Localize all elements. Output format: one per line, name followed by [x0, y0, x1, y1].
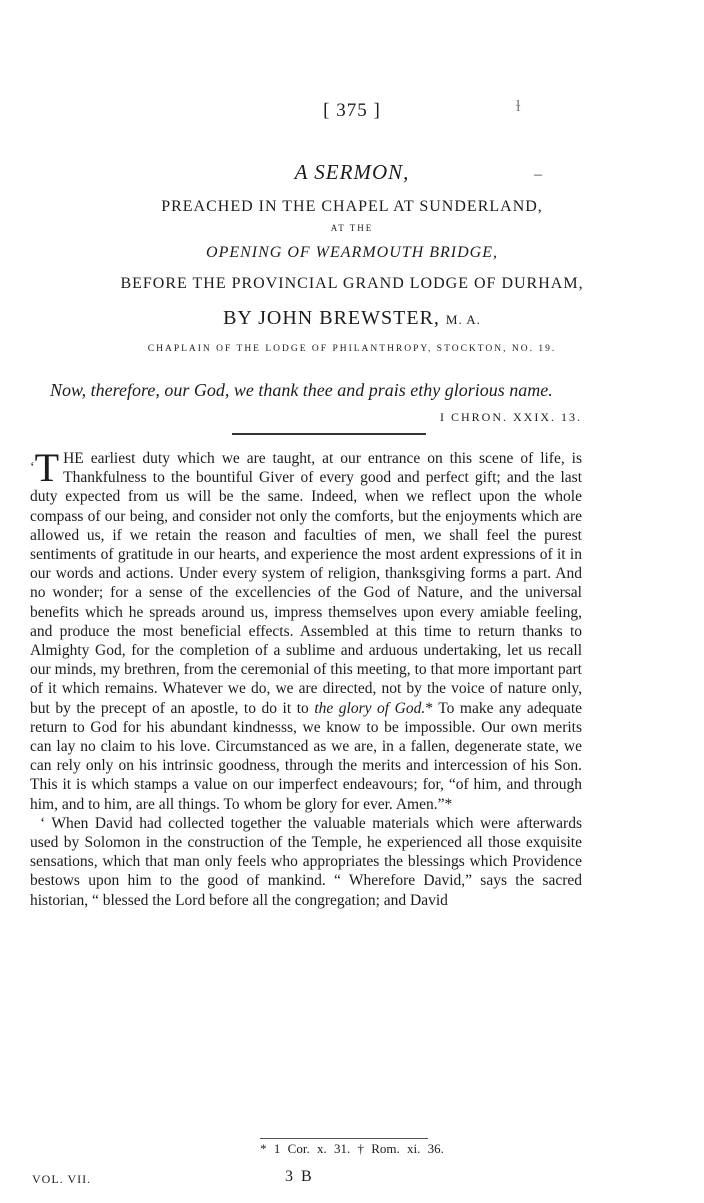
ink-mark-icon: – [534, 166, 542, 183]
drop-cap-letter: T [34, 445, 60, 490]
italic-phrase: the glory of God. [314, 699, 426, 717]
author-name: BY JOHN BREWSTER, [223, 307, 440, 329]
signature-mark: 3 B [285, 1168, 314, 1185]
drop-cap [30, 445, 60, 490]
opening-line: OPENING OF WEARMOUTH BRIDGE, [206, 244, 498, 261]
margin-mark-icon: ɫ [516, 98, 521, 115]
sermon-body [30, 445, 583, 910]
paragraph-2: ‘ When David had collected together the valuable materials which were afterwards used by Solomon in the construction of the Temple, he experienced all those exquisite sensations, which that man only feels who appropriates the blessings which Providence bestows upon him to the good of mankind. “ Wherefore David,” says the sacred historian, “ blessed the Lord before all the congregation; and David [30, 814, 582, 909]
paragraph-1-text: HE earliest duty which we are taught, at our entrance on this scene of life, is Thankfulness to the bountiful Giver of every good and perfect gift; and the last duty expected from us will be the same. Indeed, when we reflect upon the whole compass of our being, and consider not only the comforts, but the enjoyments which are allowed us, if we retain the reason and faculties of men, we shall feel the purest sentiments of gratitude in our hearts, and experience the most ardent expressions of it in our words and actions. Under every system of religion, thanksgiving forms a part. And no wonder; for a sense of the excellencies of the God of Nature, and the universal benefits which he spreads around us, impress themselves upon every amiable feeling, and produce the most beneficial effects. Assembled at this time to return thanks to Almighty God, for the completion of a sublime and arduous undertaking, let us recall our minds, my brethren, from the ceremonial of this meeting, to that more important part of it which remains. Whatever we do, we are directed, not by the voice of nature only, but by the precept of an apostle, to do it to [30, 450, 582, 717]
paragraph-1 [30, 445, 583, 814]
author-degree: M. A. [445, 312, 481, 327]
volume-label: VOL. VII. [32, 1172, 92, 1186]
preached-line: PREACHED IN THE CHAPEL AT SUNDERLAND, [161, 198, 543, 215]
epigraph-reference: I CHRON. XXIX. 13. [440, 410, 582, 424]
chaplain-line: CHAPLAIN OF THE LODGE OF PHILANTHROPY, STOCKTON, NO. 19. [147, 344, 557, 354]
author-line [0, 307, 704, 330]
footnote-rule [260, 1138, 428, 1139]
paragraph-1-text-after: * To make any adequate return to God for his abundant kindnesss, we know to be impossible. Our own merits can lay no claim to his love. Circumstanced as we are, in a fallen, degenerate state, we can rely only on his intrinsic goodness, through the merits and intercession of his Son. This it is which stamps a value on our imperfect endeavours; for, “of him, and through him, and to him, are all things. To whom be glory for ever. Amen.”* [30, 699, 583, 813]
section-rule [232, 433, 426, 435]
sermon-title: A SERMON, [294, 160, 410, 184]
epigraph: Now, therefore, our God, we thank thee and prais ethy glorious name. [50, 380, 553, 400]
before-line: BEFORE THE PROVINCIAL GRAND LODGE OF DURHAM, [120, 275, 584, 292]
page-number: [ 375 ] [323, 100, 381, 121]
opening-quote: ‘ [30, 460, 35, 475]
footnotes: * 1 Cor. x. 31. † Rom. xi. 36. [260, 1141, 444, 1156]
at-the-line: AT THE [330, 223, 374, 233]
